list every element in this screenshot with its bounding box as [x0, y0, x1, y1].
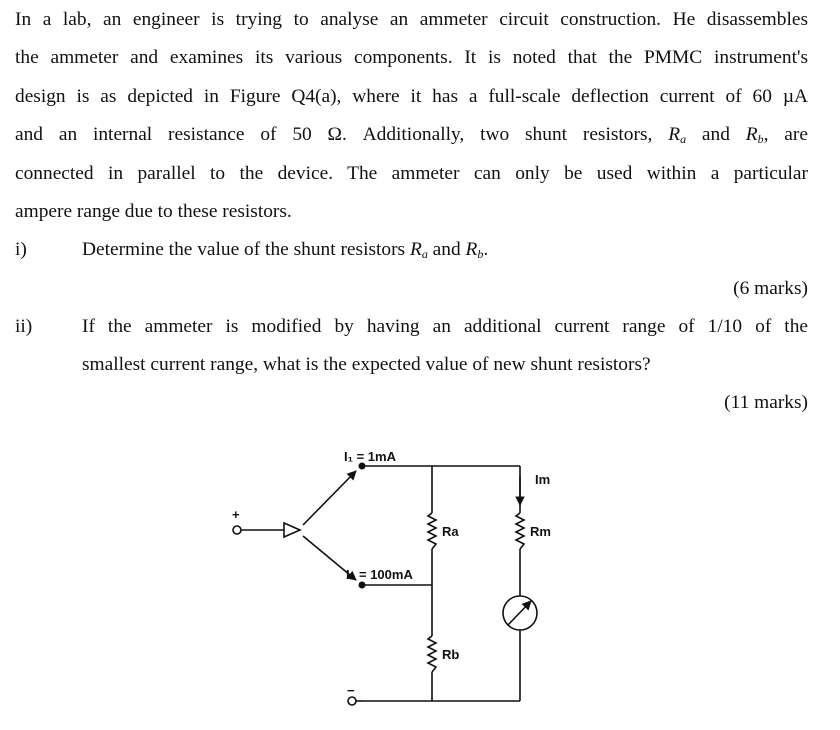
ra-symbol: $R_a$ [668, 124, 687, 146]
question-2-number: ii) [15, 316, 33, 337]
rb-label: Rb [442, 647, 460, 662]
meter-needle [508, 601, 531, 625]
ra-resistor [428, 513, 436, 549]
line4-and: and [701, 124, 730, 145]
minus-terminal [348, 697, 356, 705]
plus-sign: + [232, 507, 240, 522]
q1-ra-symbol: $R_a$ [409, 239, 428, 261]
ra-label: Ra [442, 524, 459, 539]
im-label: Im [535, 472, 551, 487]
rm-resistor [516, 513, 524, 549]
rb-resistor [428, 636, 436, 672]
line4-text: and an internal resistance of 50 Ω. Additionally, two shunt resistors, [15, 124, 653, 145]
question-2-line-1: If the ammeter is modified by having an additional current range of 1/10 of the [82, 316, 808, 337]
line4-end: , are [763, 124, 808, 145]
switch-arm-1 [303, 471, 356, 525]
minus-sign: − [347, 683, 355, 698]
i2-label: I₂ = 100mA [346, 567, 413, 582]
paragraph-line-5: connected in parallel to the device. The ammeter can only be used within a particular [15, 163, 808, 184]
paragraph-line-3: design is as depicted in Figure Q4(a), where it has a full-scale deflection current of 60 µA [15, 86, 808, 107]
question-1-marks: (6 marks) [733, 278, 808, 299]
rb-symbol: $R_b$ [745, 124, 764, 146]
paragraph-line-6: ampere range due to these resistors. [15, 201, 292, 222]
question-2-line-2: smallest current range, what is the expected value of new shunt resistors? [82, 354, 651, 375]
question-1-text: Determine the value of the shunt resistors $R_a$ and $R_b$. [82, 239, 489, 261]
i1-label: I₁ = 1mA [344, 449, 396, 464]
selector-switch-pivot [284, 523, 300, 537]
node-i2 [359, 582, 366, 589]
plus-terminal [233, 526, 241, 534]
question-1-number: i) [15, 239, 27, 260]
q1-rb-symbol: $R_b$ [465, 239, 484, 261]
rm-label: Rm [530, 524, 551, 539]
paragraph-line-2: the ammeter and examines its various components. It is noted that the PMMC instrument's [15, 47, 808, 68]
paragraph-line-1: In a lab, an engineer is trying to analyse an ammeter circuit construction. He disassembles [15, 9, 808, 30]
question-2-marks: (11 marks) [724, 392, 808, 413]
